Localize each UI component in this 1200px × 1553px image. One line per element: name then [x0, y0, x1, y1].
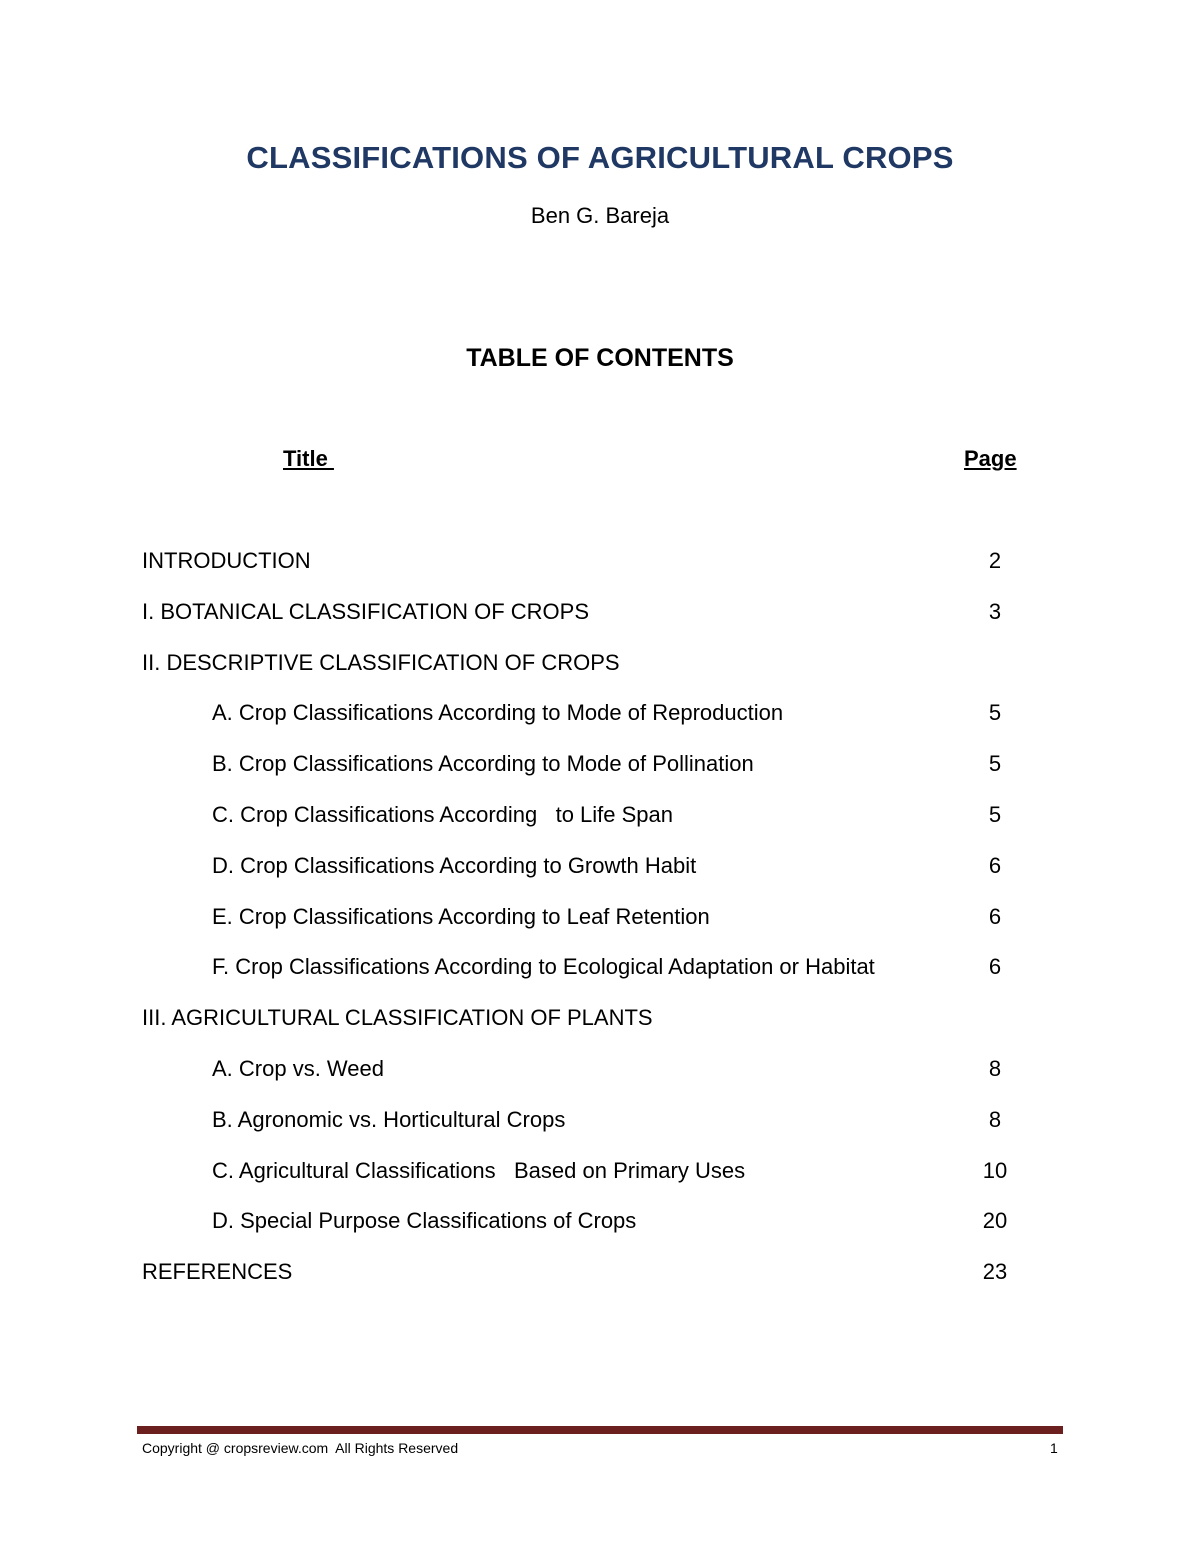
toc-entry-page: 3 [988, 598, 1002, 624]
toc-entry [0, 1257, 1200, 1308]
toc-entry-title: A. Crop Classifications According to Mode of Reproduction [212, 700, 784, 726]
toc-entry-page: 8 [988, 1055, 1002, 1081]
toc-entry-page: 10 [982, 1157, 1008, 1183]
toc-entry [0, 1156, 1200, 1207]
toc-entry-page: 6 [988, 903, 1002, 929]
toc-entry [0, 648, 1200, 699]
toc-entry-title: III. AGRICULTURAL CLASSIFICATION OF PLANTS [142, 1005, 653, 1031]
toc-entry-page: 5 [988, 801, 1002, 827]
toc-entry [0, 952, 1200, 1003]
toc-entry-page: 20 [982, 1208, 1008, 1234]
toc-entry [0, 1054, 1200, 1105]
toc-entry-page: 5 [988, 751, 1002, 777]
toc-entry-title: II. DESCRIPTIVE CLASSIFICATION OF CROPS [142, 649, 620, 675]
toc-entry [0, 1003, 1200, 1054]
toc-entry-page: 23 [982, 1259, 1008, 1285]
document-title: CLASSIFICATIONS OF AGRICULTURAL CROPS [246, 140, 954, 175]
toc-column-title-header: Title [283, 446, 334, 471]
toc-column-page-header: Page [964, 446, 1017, 471]
toc-entry-title: B. Crop Classifications According to Mode of Pollination [212, 751, 754, 777]
toc-entry [0, 800, 1200, 851]
table-of-contents [0, 546, 1200, 1308]
toc-entry-title: E. Crop Classifications According to Leaf Retention [212, 903, 710, 929]
toc-entry [0, 597, 1200, 648]
toc-entry-page: 8 [988, 1106, 1002, 1132]
footer-page-number: 1 [1050, 1440, 1058, 1456]
toc-entry-title: C. Crop Classifications According to Life Span [212, 801, 674, 827]
toc-entry-title: REFERENCES [142, 1259, 293, 1285]
toc-entry-title: B. Agronomic vs. Horticultural Crops [212, 1106, 566, 1132]
toc-entry-title: F. Crop Classifications According to Ecological Adaptation or Habitat [212, 954, 875, 980]
toc-entry-title: I. BOTANICAL CLASSIFICATION OF CROPS [142, 598, 589, 624]
toc-entry [0, 902, 1200, 953]
toc-entry [0, 749, 1200, 800]
toc-entry-title: C. Agricultural Classifications Based on Primary Uses [212, 1157, 746, 1183]
toc-entry [0, 1105, 1200, 1156]
toc-entry-title: A. Crop vs. Weed [212, 1055, 384, 1081]
toc-entry-title: INTRODUCTION [142, 548, 311, 573]
toc-entry-title: D. Special Purpose Classifications of Crops [212, 1208, 637, 1234]
toc-entry-title: D. Crop Classifications According to Growth Habit [212, 852, 697, 878]
toc-entry-page: 2 [988, 548, 1002, 573]
footer-copyright: Copyright @ cropsreview.com All Rights Reserved [142, 1440, 459, 1456]
toc-entry-page: 6 [988, 954, 1002, 980]
toc-entry [0, 546, 1200, 597]
toc-entry-page: 5 [988, 700, 1002, 726]
toc-entry [0, 851, 1200, 902]
toc-heading: TABLE OF CONTENTS [466, 344, 734, 372]
toc-entry [0, 698, 1200, 749]
toc-entry-page: 6 [988, 852, 1002, 878]
author-name: Ben G. Bareja [530, 203, 670, 228]
footer-divider [137, 1426, 1063, 1434]
toc-entry [0, 1206, 1200, 1257]
